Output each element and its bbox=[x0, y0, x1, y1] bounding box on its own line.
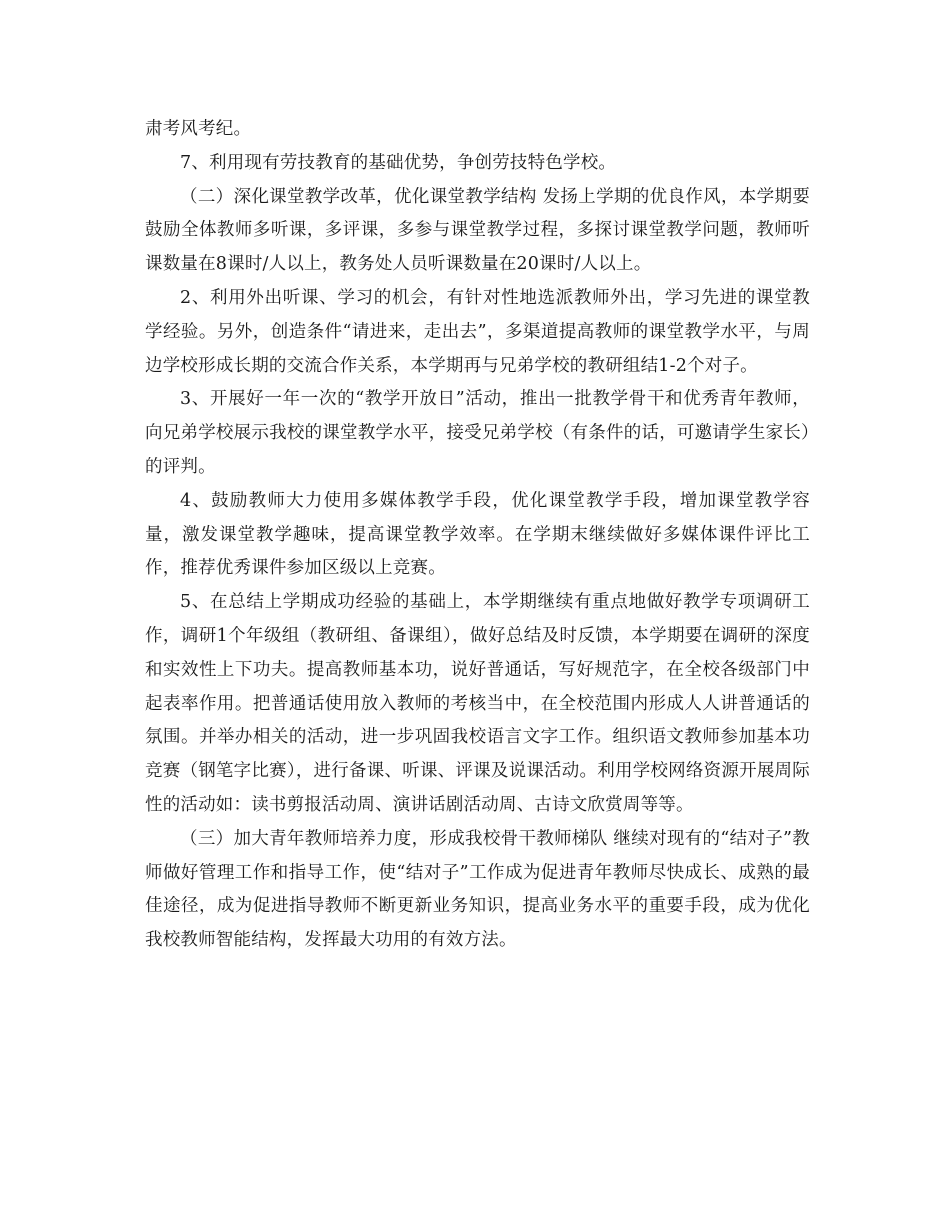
paragraph-item-3: 3、开展好一年一次的“教学开放日”活动，推出一批教学骨干和优秀青年教师，向兄弟学校展示我校的课堂教学水平，接受兄弟学校（有条件的话，可邀请学生家长）的评判。 bbox=[145, 389, 810, 477]
paragraph-continuation: 肃考风考纪。 bbox=[145, 119, 252, 139]
paragraph-item-4: 4、鼓励教师大力使用多媒体教学手段，优化课堂教学手段，增加课堂教学容量，激发课堂教学趣味，提高课堂教学效率。在学期末继续做好多媒体课件评比工作，推荐优秀课件参加区级以上竞赛。 bbox=[145, 490, 810, 579]
document-body bbox=[145, 113, 810, 958]
paragraph-section-3: （三）加大青年教师培养力度，形成我校骨干教师梯队 继续对现有的“结对子”教师做好管理工作和指导工作，使“结对子”工作成为促进青年教师尽快成长、成熟的最佳途径，成为促进指导教师不断更新业务知识，提高业务水平的重要手段，成为优化我校教师智能结构，发挥最大功用的有效方法。 bbox=[145, 828, 810, 951]
paragraph-item-5: 5、在总结上学期成功经验的基础上，本学期继续有重点地做好教学专项调研工作，调研1个年级组（教研组、备课组），做好总结及时反馈，本学期要在调研的深度和实效性上下功夫。提高教师基本功，说好普通话，写好规范字，在全校各级部门中起表率作用。把普通话使用放入教师的考核当中，在全校范围内形成人人讲普通话的氛围。并举办相关的活动，进一步巩固我校语言文字工作。组织语文教师参加基本功竞赛（钢笔字比赛），进行备课、听课、评课及说课活动。利用学校网络资源开展周际性的活动如：读书剪报活动周、演讲话剧活动周、古诗文欣赏周等等。 bbox=[145, 592, 810, 815]
paragraph-item-2: 2、利用外出听课、学习的机会，有针对性地选派教师外出，学习先进的课堂教学经验。另外，创造条件“请进来，走出去”，多渠道提高教师的课堂教学水平，与周边学校形成长期的交流合作关系，本学期再与兄弟学校的教研组结1-2个对子。 bbox=[145, 287, 810, 376]
paragraph-section-2: （二）深化课堂教学改革，优化课堂教学结构 发扬上学期的优良作风，本学期要鼓励全体教师多听课，多评课，多参与课堂教学过程，多探讨课堂教学问题，教师听课数量在8课时/人以上，教务处人员听课数量在20课时/人以上。 bbox=[145, 186, 810, 275]
paragraph-item-7: 7、利用现有劳技教育的基础优势，争创劳技特色学校。 bbox=[180, 152, 617, 173]
